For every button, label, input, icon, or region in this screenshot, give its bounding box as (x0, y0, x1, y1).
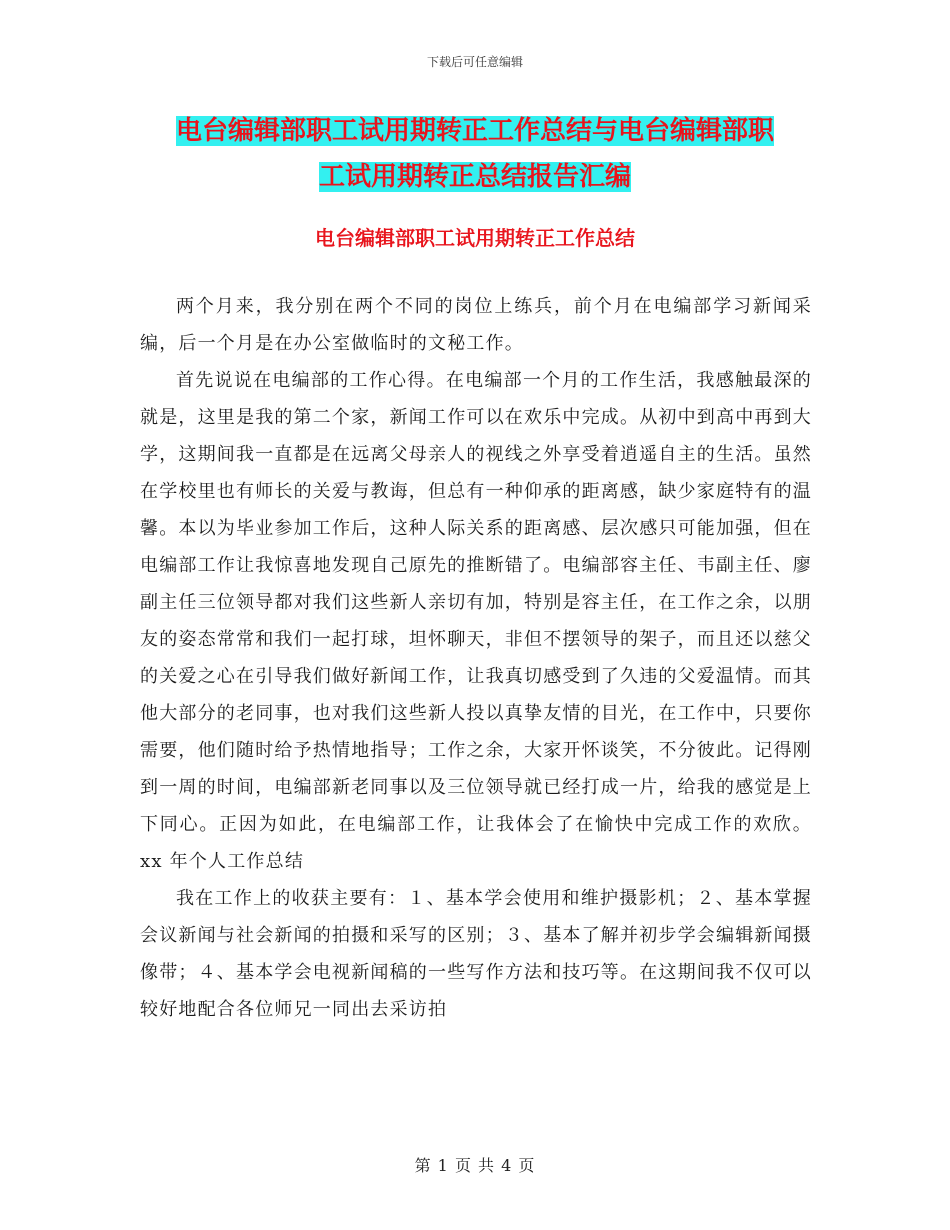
section-title: 电台编辑部职工试用期转正工作总结 (315, 226, 635, 250)
document-body (140, 288, 812, 1028)
body-paragraph: 两个月来，我分别在两个不同的岗位上练兵，前个月在电编部学习新闻采编，后一个月是在办公室做临时的文秘工作。 (140, 296, 812, 354)
header-note: 下载后可任意编辑 (426, 55, 523, 69)
body-paragraph: 首先说说在电编部的工作心得。在电编部一个月的工作生活，我感触最深的就是，这里是我的第二个家，新闻工作可以在欢乐中完成。从初中到高中再到大学，这期间我一直都是在远离父母亲人的视线之外享受着逍遥自主的生活。虽然在学校里也有师长的关爱与教诲，但总有一种仰承的距离感，缺少家庭特有的温馨。本以为毕业参加工作后，这种人际关系的距离感、层次感只可能加强，但在电编部工作让我惊喜地发现自己原先的推断错了。电编部容主任、韦副主任、廖副主任三位领导都对我们这些新人亲切有加，特别是容主任，在工作之余，以朋友的姿态常常和我们一起打球，坦怀聊天，非但不摆领导的架子，而且还以慈父的关爱之心在引导我们做好新闻工作，让我真切感受到了久违的父爱温情。而其他大部分的老同事，也对我们这些新人投以真挚友情的目光，在工作中，只要你需要，他们随时给予热情地指导；工作之余，大家开怀谈笑，不分彼此。记得刚到一周的时间，电编部新老同事以及三位领导就已经打成一片，给我的感觉是上下同心。正因为如此，在电编部工作，让我体会了在愉快中完成工作的欢欣。 xx 年个人工作总结 (140, 370, 812, 872)
page-number-footer: 第 1 页 共 4 页 (414, 1156, 536, 1175)
document-title-line-2: 工试用期转正总结报告汇编 (318, 162, 631, 192)
document-title (140, 108, 810, 200)
document-title-line-1: 电台编辑部职工试用期转正工作总结与电台编辑部职 (175, 116, 774, 146)
body-paragraph: 我在工作上的收获主要有：１、基本学会使用和维护摄影机；２、基本掌握会议新闻与社会新闻的拍摄和采写的区别；３、基本了解并初步学会编辑新闻摄像带；４、基本学会电视新闻稿的一些写作方法和技巧等。在这期间我不仅可以较好地配合各位师兄一同出去采访拍 (140, 888, 812, 1020)
